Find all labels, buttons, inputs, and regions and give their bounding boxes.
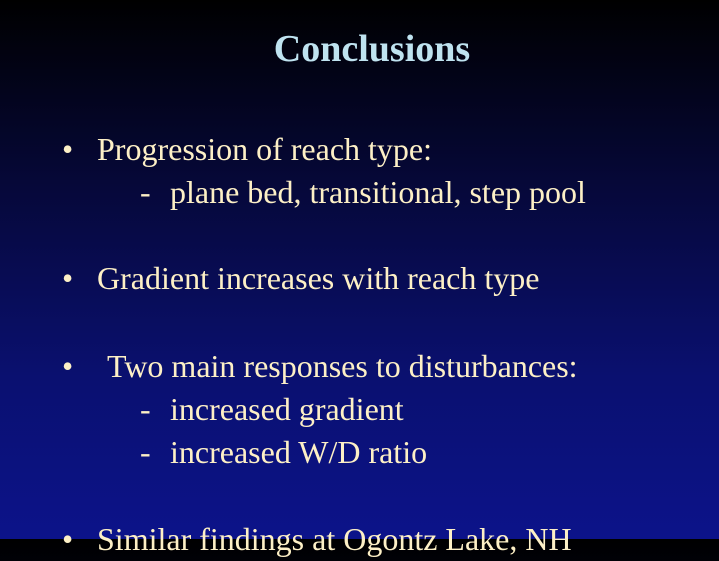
sub-item-text: increased W/D ratio [170, 434, 428, 470]
bullet-item [0, 345, 719, 474]
bullet-text: Progression of reach type: [97, 131, 433, 167]
bullet-item [0, 128, 719, 214]
bullet-marker: • [62, 260, 74, 296]
sub-item-marker: - [140, 174, 151, 210]
sub-item-marker: - [140, 434, 151, 470]
sub-item-text: increased gradient [170, 391, 404, 427]
bullet-marker: • [62, 131, 74, 167]
bullet-marker: • [62, 521, 74, 557]
bullet-text: Gradient increases with reach type [97, 260, 540, 296]
bullet-item [0, 257, 719, 300]
sub-item [0, 431, 719, 474]
sub-item [0, 388, 719, 431]
bullet-text: Similar findings at Ogontz Lake, NH [97, 521, 572, 557]
bullet-text: Two main responses to disturbances: [107, 348, 578, 384]
bullet-item [0, 518, 719, 561]
sub-item-marker: - [140, 391, 151, 427]
sub-item-text: plane bed, transitional, step pool [170, 174, 586, 210]
slide-title: Conclusions [273, 28, 471, 70]
bullet-marker: • [62, 348, 74, 384]
sub-item [0, 171, 719, 214]
